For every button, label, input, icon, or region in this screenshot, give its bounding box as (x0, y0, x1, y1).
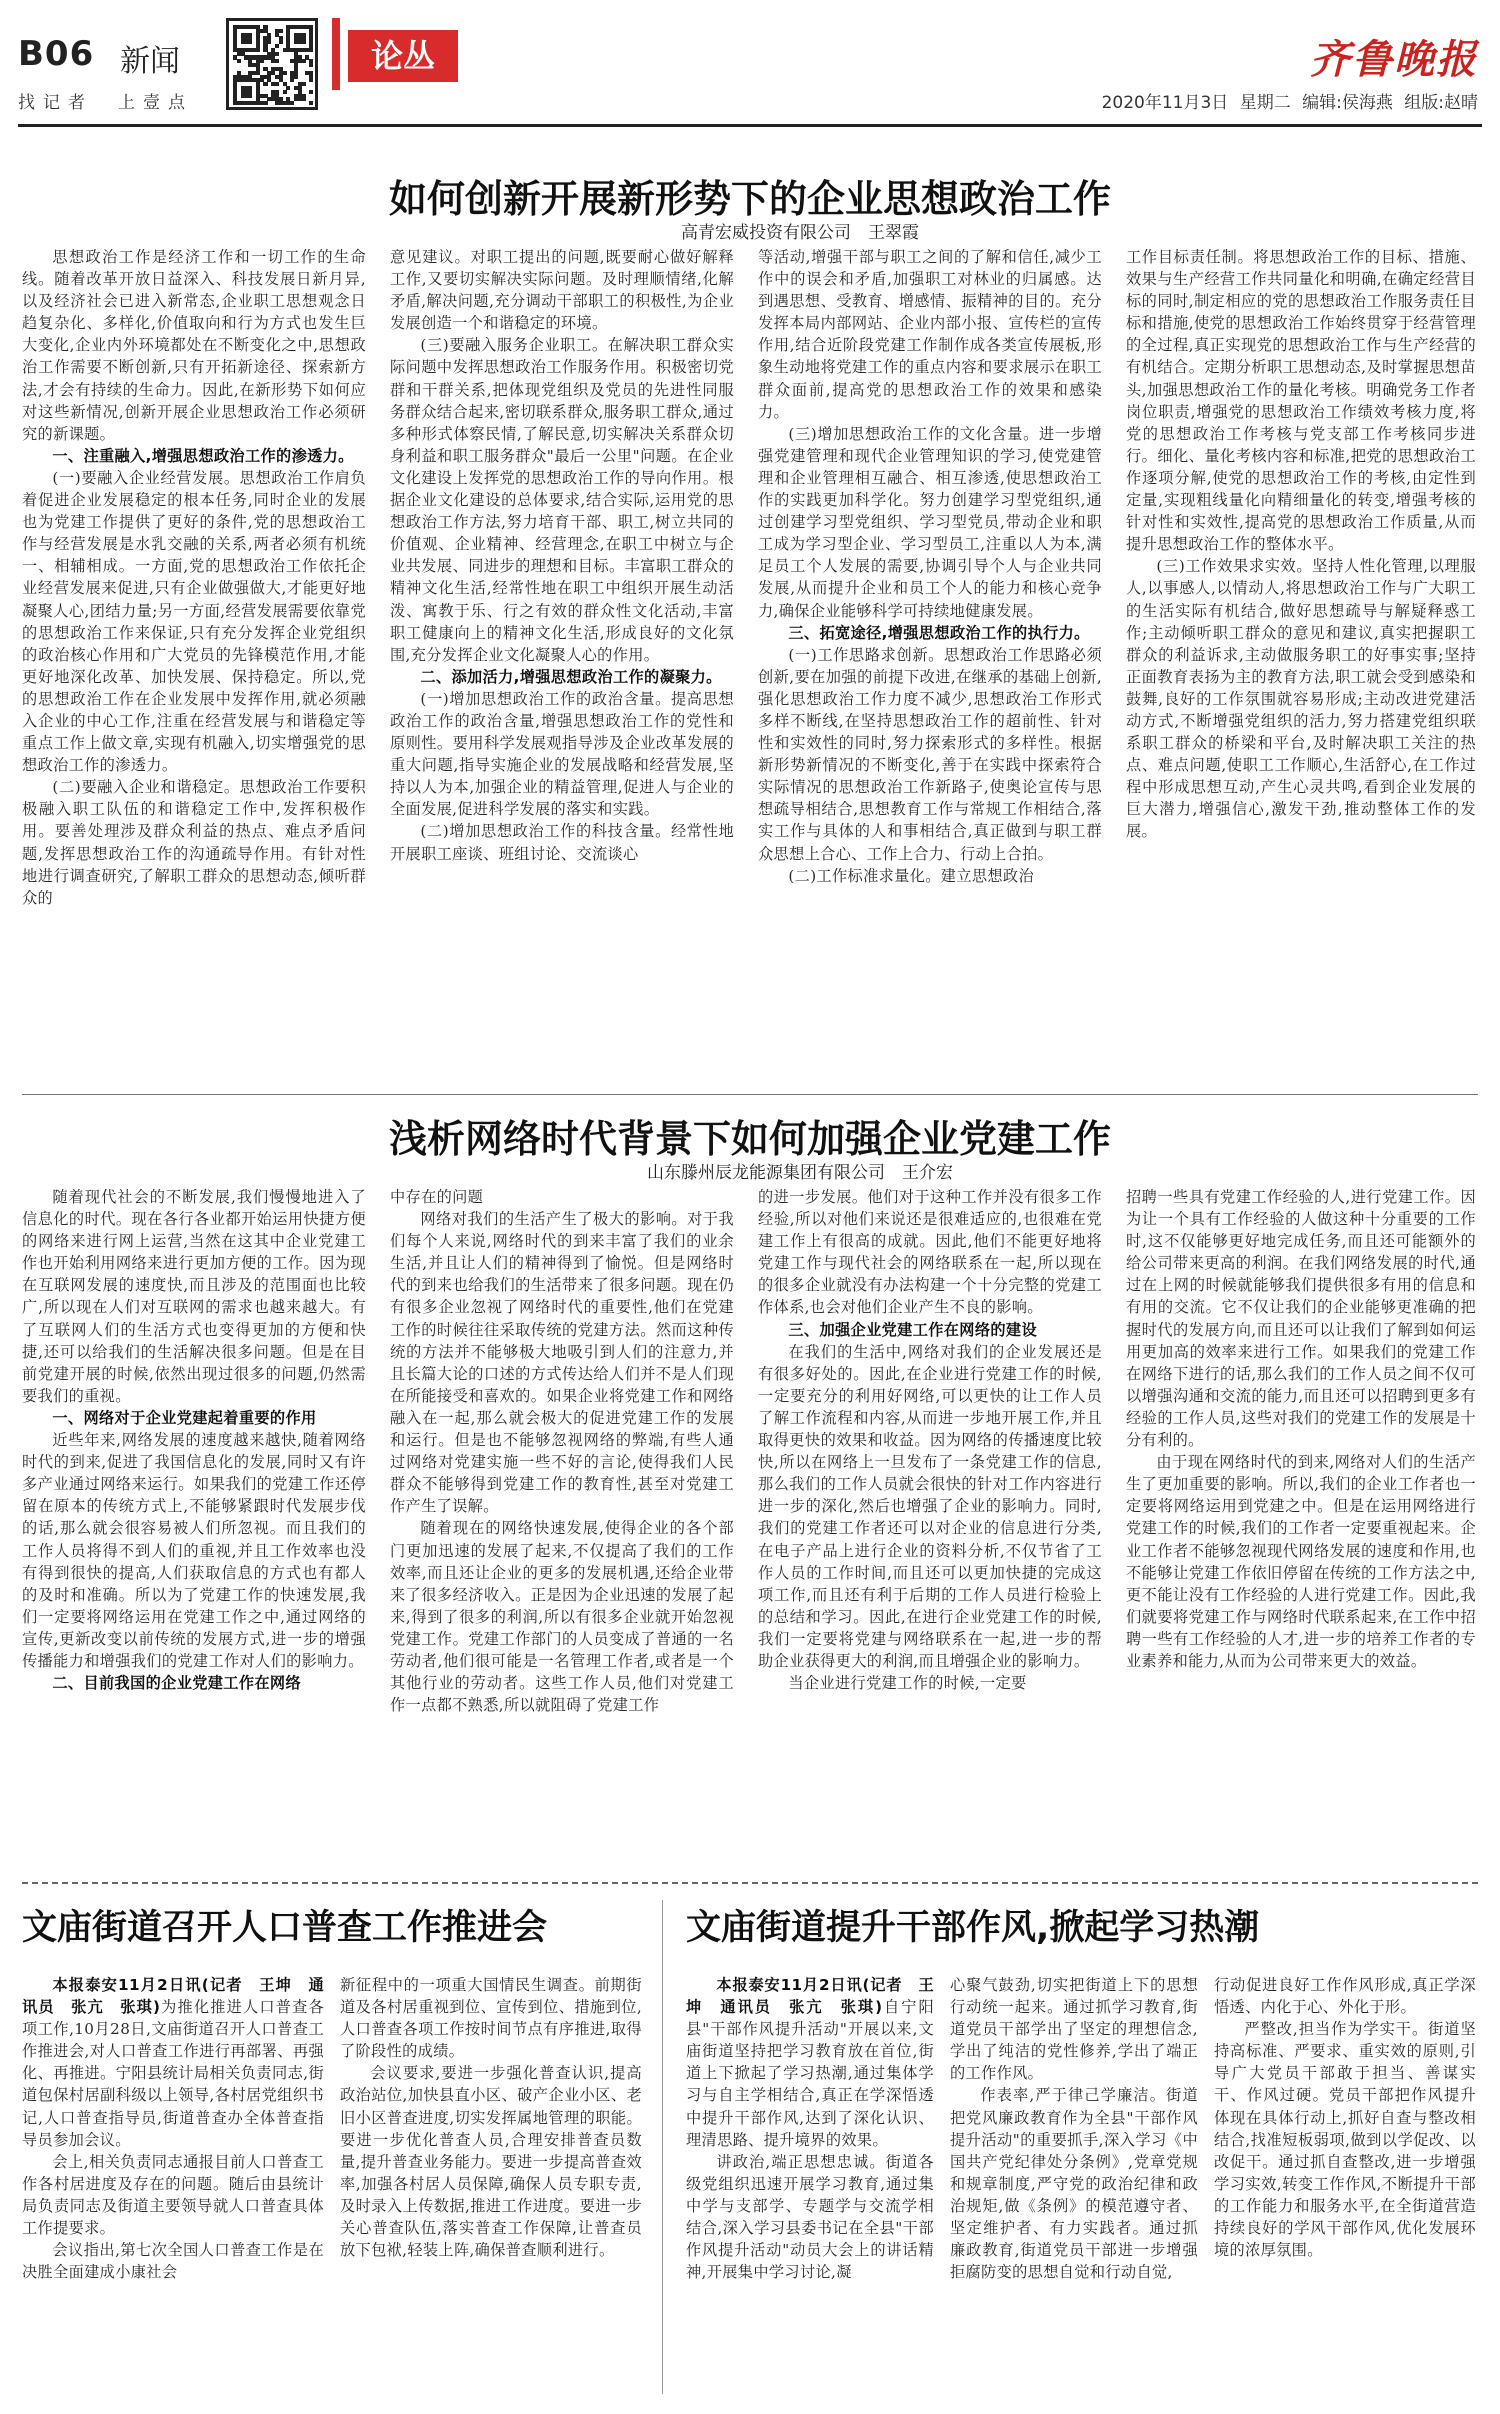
paragraph: 思想政治工作是经济工作和一切工作的生命线。随着改革开放日益深入、科技发展日新月异,以及经济社会已进入新常态,企业职工思想观念日趋复杂化、多样化,价值取向和行为方式也发生巨大变化,企业内外环境都处在不断变化之中,思想政治工作需要不断创新,只有开拓新途径、探索新方法,才会有持续的生命力。因此,在新形势下如何应对这些新情况,创新开展企业思想政治工作必须研究的新课题。 (22, 248, 366, 443)
paragraph: 讲政治,端正思想忠诚。街道各级党组织迅速开展学习教育,通过集中学与支部学、专题学与交流学相结合,深入学习县委书记在全县"干部作风提升活动"动员大会上的讲话精神,开展集中学习讨论,凝 (686, 2152, 934, 2282)
paragraph: 在我们的生活中,网络对我们的企业发展还是有很多好处的。因此,在企业进行党建工作的时候,一定要充分的利用好网络,可以更快的让工作人员了解工作流程和内容,从而进一步地开展工作,并且取得更快的效果和收益。因为网络的传播速度比较快,所以在网络上一旦发布了一条党建工作的信息,那么我们的工作人员就会很快的针对工作内容进行进一步的深化,然后也增强了企业的影响力。同时,我们的党建工作者还可以对企业的信息进行分类,在电子产品上进行企业的资料分析,不仅节省了工作人员的工作时间,而且还可以更加快捷的完成这项工作,而且还有利于后期的工作人员进行检验上的总结和学习。因此,在进行企业党建工作的时候,我们一定要将党建与网络联系在一起,进一步的帮助企业获得更大的利润,而且增强企业的影响力。 (758, 1342, 1102, 1670)
article1-title: 如何创新开展新形势下的企业思想政治工作 (388, 177, 1111, 221)
paragraph: 网络对我们的生活产生了极大的影响。对于我们每个人来说,网络时代的到来丰富了我们的业余生活,并且让人们的精神得到了愉悦。但是网络时代的到来也给我们的生活带来了很多问题。现在仍有很多企业忽视了网络时代的重要性,他们在党建工作的时候往往采取传统的党建方法。然而这种传统的方法并不能够极大地吸引到人们的注意力,并且长篇大论的口述的方式传达给人们并不是人们现在所能接受和喜欢的。如果企业将党建工作和网络融入在一起,那么就会极大的促进党建工作的发展和运行。但是也不能够忽视网络的弊端,有些人通过网络对党建实施一些不好的言论,使得我们人民群众不能够得到党建工作的教育性,甚至对党建工作产生了误解。 (390, 1210, 734, 1516)
paragraph: (三)增加思想政治工作的文化含量。进一步增强党建管理和现代企业管理知识的学习,使党建管理和企业管理相互融合、相互渗透,使思想政治工作的实践更加科学化。努力创建学习型党组织,通过创建学习型党组织、学习型党员,带动企业和职工成为学习型企业、学习型员工,注重以人为本,满足员工个人发展的需要,协调引导个人与企业共同发展,从而提升企业和员工个人的能力和核心竞争力,确保企业能够科学可持续地健康发展。 (758, 424, 1102, 620)
article3-title: 文庙街道召开人口普查工作推进会 (22, 1908, 548, 1948)
paragraph: 等活动,增强干部与职工之间的了解和信任,减少工作中的误会和矛盾,加强职工对林业的归属感。达到遇思想、受教育、增感情、振精神的目的。充分发挥本局内部网站、企业内部小报、宣传栏的宣传作用,结合近阶段党建工作制作成各类宣传展板,形象生动地将党建工作的重点内容和要求展示在职工群众面前,提高党的思想政治工作的效果和感染力。 (758, 248, 1102, 421)
paragraph: (一)工作思路求创新。思想政治工作思路必须创新,要在加强的前提下改进,在继承的基础上创新,强化思想政治工作力度不减少,思想政治工作形式多样不断线,在坚持思想政治工作的超前性、针对性和实效性的同时,努力探索形式的多样性。根据新形势新情况的不断变化,善于在实践中探索符合实际情况的思想政治工作新路子,使奥论宣传与思想疏导相结合,思想教育工作与常规工作相结合,落实工作与具体的人和事相结合,真正做到与职工群众思想上合心、工作上合力、行动上合拍。 (758, 645, 1102, 863)
subheading: 三、拓宽途径,增强思想政治工作的执行力。 (788, 623, 1090, 642)
tag-accent-bar (332, 18, 340, 90)
paragraph: 工作目标责任制。将思想政治工作的目标、措施、效果与生产经营工作共同量化和明确,在确定经营目标的同时,制定相应的党的思想政治工作服务责任目标和措施,使党的思想政治工作始终贯穿于经营管理的全过程,真正实现党的思想政治工作与生产经营的有机结合。定期分析职工思想动态,及时掌握思想苗头,加强思想政治工作的量化考核。明确党务工作者岗位职责,增强党的思想政治工作绩效考核力度,将党的思想政治工作考核与党支部工作考核同步进行。细化、量化考核内容和标准,把党的思想政治工作逐项分解,使党的思想政治工作的考核,由定性到定量,实现粗线量化向精细量化的转变,增强考核的针对性和实效性,提高党的思想政治工作质量,从而提升思想政治工作的整体水平。 (1126, 248, 1476, 554)
header-info (1102, 88, 1478, 113)
column-tag: 论丛 (348, 30, 458, 82)
paragraph (686, 1974, 934, 2151)
subheading: 二、目前我国的企业党建工作在网络 (52, 1674, 301, 1693)
paragraph: 意见建议。对职工提出的问题,既要耐心做好解释工作,又要切实解决实际问题。及时理顺情绪,化解矛盾,解决问题,充分调动干部职工的积极性,为企业发展创造一个和谐稳定的环境。 (390, 248, 734, 333)
slogan: 找记者 上壹点 (18, 93, 193, 113)
subheading: 一、网络对于企业党建起着重要的作用 (52, 1408, 317, 1427)
subheading: 一、注重融入,增强思想政治工作的渗透力。 (52, 446, 354, 465)
article2-column-1 (22, 1186, 366, 1866)
paragraph: 随着现代社会的不断发展,我们慢慢地进入了信息化的时代。现在各行各业都开始运用快捷方便的网络来进行网上运营,当然在这其中企业党建工作也开始利用网络来进行更加方便的工作。因为现在互联网发展的速度快,而且涉及的范围面也比较广,所以现在人们对互联网的需求也越来越大。有了互联网人们的生活方式也变得更加的方便和快捷,还可以给我们的生活解决很多问题。但是在目前党建开展的时候,依然出现过很多的问题,仍然需要我们的重视。 (22, 1188, 366, 1405)
lead-text: 为推化推进人口普查各项工作,10月28日,文庙街道召开人口普查工作推进会,对人口普查工作进行再部署、再强化、再推进。宁阳县统计局相关负责同志,街道包保村居副科级以上领导,各村居党组织书记,人口普查指导员,街道普查办全体普查指导员参加会议。 (22, 1998, 324, 2149)
paragraph: (二)增加思想政治工作的科技含量。经常性地开展职工座谈、班组讨论、交流谈心 (390, 822, 734, 863)
issue-weekday: 星期二 (1239, 93, 1291, 113)
column-separator (662, 1900, 663, 2394)
article1-column-2 (390, 246, 734, 1078)
article2-column-4 (1126, 1186, 1476, 1866)
paragraph: (三)要融入服务企业职工。在解决职工群众实际问题中发挥思想政治工作服务作用。积极密切党群和干群关系,把体现党组织及党员的先进性同服务群众结合起来,密切联系群众,服务职工群众,通过多种形式体察民情,了解民意,切实解决关系群众切身利益和职工服务群众"最后一公里"问题。在企业文化建设上发挥党的思想政治工作的导向作用。根据企业文化建设的总体要求,结合实际,运用党的思想政治工作方法,努力培育干部、职工,树立共同的价值观、企业精神、经营理念,在职工中树立与企业共发展、同进步的理想和目标。丰富职工群众的精神文化生活,经常性地在职工中组织开展生动活泼、寓教于乐、行之有效的群众性文化活动,丰富职工健康向上的精神文化生活,形成良好的文化氛围,充分发挥企业文化凝聚人心的作用。 (390, 336, 734, 664)
article1-column-4 (1126, 246, 1476, 1078)
section-dashed-divider (22, 1882, 1478, 1884)
paragraph: 当企业进行党建工作的时候,一定要 (788, 1674, 1027, 1693)
paragraph: 会议指出,第七次全国人口普查工作是在决胜全面建成小康社会 (22, 2241, 324, 2282)
paragraph: 近些年来,网络发展的速度越来越快,随着网络时代的到来,促进了我国信息化的发展,同时又有许多产业通过网络来运行。如果我们的党建工作还停留在原本的传统方式上,不能够紧跟时代发展步伐的话,那么就会很容易被人们所忽视。而且我们的工作人员将得不到人们的重视,并且工作效率也没有得到很快的提高,人们获取信息的方式也有都人的及时和准确。所以为了党建工作的快速发展,我们一定要将网络运用在党建工作之中,通过网络的宣传,更新改变以前传统的发展方式,进一步的增强传播能力和增强我们的党建工作对人们的影响力。 (22, 1431, 366, 1670)
paragraph: 由于现在网络时代的到来,网络对人们的生活产生了更加重要的影响。所以,我们的企业工作者也一定要将网络运用到党建之中。但是在运用网络进行党建工作的时候,我们的工作者一定要重视起来。企业工作者不能够忽视现代网络发展的速度和作用,也不能够让党建工作依旧停留在传统的工作方法之中,更不能让没有工作经验的人进行党建工作。因此,我们就要将党建工作与网络时代联系起来,在工作中招聘一些有工作经验的人才,进一步的培养工作者的专业素养和能力,从而为公司带来更大的效益。 (1126, 1453, 1476, 1670)
article2-column-3 (758, 1186, 1102, 1866)
article1-column-3 (758, 246, 1102, 1078)
article4-column-3 (1214, 1974, 1476, 2394)
section-name: 新闻 (120, 44, 180, 79)
paragraph: (一)要融入企业经营发展。思想政治工作肩负着促进企业发展稳定的根本任务,同时企业的发展也为党建工作提供了更好的条件,党的思想政治工作与经营发展是水乳交融的关系,两者必须有机统一、相辅相成。一方面,党的思想政治工作依托企业经营发展来促进,只有企业做强做大,才能更好地凝聚人心,团结力量;另一方面,经营发展需要依靠党的思想政治工作来保证,只有充分发挥企业党组织的政治核心作用和广大党员的先锋模范作用,才能更好地深化改革、加快发展、保持稳定。所以,党的思想政治工作在企业发展中发挥作用,就必须融入企业的中心工作,注重在经营发展与和谐稳定等重点工作上做文章,实现有机融入,切实增强党的思想政治工作的渗透力。 (22, 468, 366, 775)
paragraph: (二)工作标准求量化。建立思想政治 (788, 866, 1035, 885)
article1-column-1 (22, 246, 366, 1078)
article2-column-2 (390, 1186, 734, 1866)
editor-credit: 编辑:侯海燕 (1302, 93, 1393, 113)
paragraph: 的进一步发展。他们对于这种工作并没有很多工作经验,所以对他们来说还是很难适应的,也很难在党建工作上有很高的成就。因此,他们不能更好地将党建工作与现代社会的网络联系在一起,所以现在的很多企业就没有办法构建一个十分完整的党建工作体系,也会对他们企业产生不良的影响。 (758, 1188, 1102, 1317)
article2-byline: 山东滕州辰龙能源集团有限公司 王介宏 (647, 1163, 953, 1183)
paragraph: 随着现在的网络快速发展,使得企业的各个部门更加迅速的发展了起来,不仅提高了我们的工作效率,而且还让企业的更多的发展机遇,还给企业带来了很多经济收入。正是因为企业迅速的发展了起来,得到了很多的利润,所以有很多企业就开始忽视党建工作。党建工作部门的人员变成了普通的一名劳动者,他们很可能是一名管理工作者,或者是一个其他行业的劳动者。这些工作人员,他们对党建工作一点都不熟悉,所以就阻碍了党建工作 (390, 1519, 734, 1715)
article1-byline: 高青宏威投资有限公司 王翠霞 (681, 223, 919, 243)
article2-title: 浅析网络时代背景下如何加强企业党建工作 (388, 1117, 1111, 1161)
header-rule (18, 124, 1482, 127)
paragraph: 严整改,担当作为学实干。街道坚持高标准、严要求、重实效的原则,引导广大党员干部敢于担当、善谋实干、作风过硬。党员干部把作风提升体现在具体行动上,抓好自查与整改相结合,找准短板弱项,做到以学促改、以改促干。通过抓自查整改,进一步增强学习实效,转变工作作风,不断提升干部的工作能力和服务水平,在全街道营造持续良好的学风干部作风,优化发展环境的浓厚氛围。 (1214, 2020, 1476, 2260)
article4-column-2 (950, 1974, 1198, 2394)
article4-title: 文庙街道提升干部作风,掀起学习热潮 (686, 1908, 1260, 1948)
article4-column-1 (686, 1974, 934, 2394)
paragraph: (二)要融入企业和谐稳定。思想政治工作要积极融入职工队伍的和谐稳定工作中,发挥积极作用。要善处理涉及群众利益的热点、难点矛盾问题,发挥思想政治工作的沟通疏导作用。有针对性地进行调查研究,了解职工群众的思想动态,倾听群众的 (22, 778, 366, 907)
layout-credit: 组版:赵晴 (1404, 93, 1478, 113)
article3-column-1 (22, 1974, 324, 2394)
paragraph: 会上,相关负责同志通报目前人口普查工作各村居进度及存在的问题。随后由县统计局负责同志及街道主要领导就人口普查具体工作提要求。 (22, 2152, 324, 2238)
paragraph: 新征程中的一项重大国情民生调查。前期街道及各村居重视到位、宣传到位、措施到位,人口普查各项工作按时间节点有序推进,取得了阶段性的成绩。 (340, 1976, 642, 2061)
newspaper-logo: 齐鲁晚报 (1310, 36, 1478, 83)
paragraph: (一)增加思想政治工作的政治含量。提高思想政治工作的政治含量,增强思想政治工作的党性和原则性。要用科学发展观指导涉及企业改革发展的重大问题,指导实施企业的发展战略和经营发展,坚持以人为本,加强企业的精益管理,促进人与企业的全面发展,促进科学发展的落实和实践。 (390, 689, 734, 819)
subheading: 三、加强企业党建工作在网络的建设 (788, 1320, 1037, 1339)
dateline: 本报泰安11月2日讯(记者 王坤 通讯员 张亢 张琪) (22, 1976, 324, 2017)
paragraph: (三)工作效果求实效。坚持人性化管理,以理服人,以事感人,以情动人,将思想政治工作与广大职工的生活实际有机结合,做好思想疏导与解疑释惑工作;主动倾听职工群众的意见和建议,真实把握职工群众的利益诉求,主动做服务职工的好事实事;坚持正面教育表扬为主的教育方法,职工就会受到感染和鼓舞,良好的工作氛围就容易形成;主动改进党建活动方式,不断增强党组织的活力,努力搭建党组织联系职工群众的桥梁和平台,及时解决职工关注的热点、难点问题,使职工工作顺心,生活舒心,在工作过程中形成思想互动,产生心灵共鸣,看到企业发展的巨大潜力,增强信心,激发干劲,推动整体工作的发展。 (1126, 557, 1476, 841)
qr-code-icon[interactable] (226, 18, 318, 110)
paragraph: 作表率,严于律己学廉洁。街道把党风廉政教育作为全县"干部作风提升活动"的重要抓手,深入学习《中国共产党纪律处分条例》,党章党规和规章制度,严守党的政治纪律和政治规矩,做《条例》的模范遵守者、坚定维护者、有力实践者。通过抓廉政教育,街道党员干部进一步增强拒腐防变的思想自觉和行动自觉, (950, 2086, 1198, 2282)
dateline: 本报泰安11月2日讯(记者 王坤 通讯员 张亢 张琪) (686, 1976, 934, 2017)
paragraph: 招聘一些具有党建工作经验的人,进行党建工作。因为让一个具有工作经验的人做这种十分重要的工作时,这不仅能够更好地完成任务,而且还可能额外的给公司带来更高的利润。在我们网络发展的时代,通过在上网的时候就能够我们提供很多有用的信息和有用的交流。它不仅让我们的企业能够更准确的把握时代的发展方向,而且还可以让我们了解到如何运用更加高的效率来进行工作。如果我们的党建工作在网络下进行的话,那么我们的工作人员之间不仅可以增强沟通和交流的能力,而且还可以招聘到更多有经验的工作人员,这些对我们的党建工作的发展是十分有利的。 (1126, 1188, 1476, 1450)
issue-date: 2020年11月3日 (1101, 93, 1229, 113)
lead-text: 自宁阳县"干部作风提升活动"开展以来,文庙街道坚持把学习教育放在首位,街道上下掀起了学习热潮,通过集体学习与自主学相结合,真正在学深悟透中提升干部作风,达到了深化认识、理清思路、提升境界的效果。 (686, 1998, 934, 2149)
paragraph: 心聚气鼓劲,切实把街道上下的思想行动统一起来。通过抓学习教育,街道党员干部学出了坚定的理想信念,学出了纯洁的党性修养,学出了端正的工作作风。 (950, 1976, 1198, 2083)
paragraph: 行动促进良好工作作风形成,真正学深悟透、内化于心、外化于形。 (1214, 1976, 1476, 2017)
paragraph: 会议要求,要进一步强化普查认识,提高政治站位,加快县直小区、破产企业小区、老旧小区普查进度,切实发挥属地管理的职能。要进一步优化普查人员,合理安排普查员数量,提升普查业务能力。要进一步提高普查效率,加强各村居人员保障,确保人员专职专责,及时录入上传数据,推进工作进度。要进一步关心普查队伍,落实普查工作保障,让普查员放下包袱,轻装上阵,确保普查顺利进行。 (340, 2064, 642, 2260)
page-number: B06 (18, 34, 95, 74)
paragraph (22, 1974, 324, 2151)
paragraph: 中存在的问题 (390, 1188, 484, 1206)
article3-column-2 (340, 1974, 642, 2394)
article-divider (22, 1094, 1478, 1095)
subheading: 二、添加活力,增强思想政治工作的凝聚力。 (420, 667, 722, 686)
